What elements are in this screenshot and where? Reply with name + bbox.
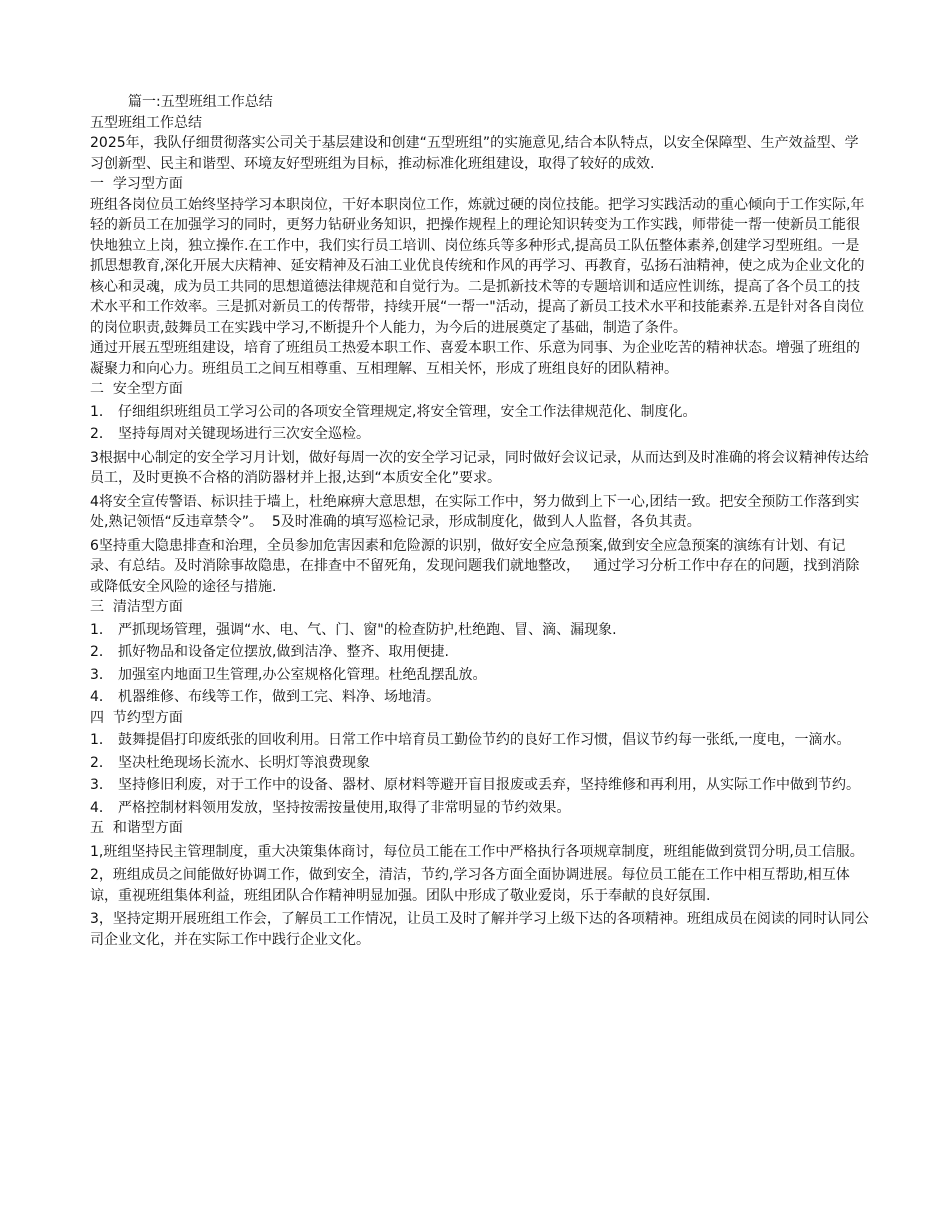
item-number: 1． [90, 732, 113, 748]
item-number: 1． [90, 403, 113, 420]
item-number: 3． [90, 666, 113, 683]
economy-item-3 [90, 775, 870, 796]
safety-item-2 [90, 424, 870, 445]
item-text: 严抓现场管理，强调“水、电、气、门、窗"的检查防护,杜绝跑、冒、滴、漏现象. [118, 621, 617, 638]
item-number: 2． [90, 644, 113, 660]
safety-paragraph-6: 6坚持重大隐患排查和治理，全员参加危害因素和危险源的识别，做好安全应急预案,做到安全应急预案的演练有计划、有记录、有总结。及时消除事故隐患，在排查中不留死角，发现问题我们就地整改， 通过学习分析工作中存在的问题，找到消除或降低安全风险的途径与措施. [90, 537, 860, 595]
item-text: 坚持每周对关键现场进行三次安全巡检。 [118, 426, 370, 442]
harmony-paragraph-1: 1,班组坚持民主管理制度，重大决策集体商讨，每位员工能在工作中严格执行各项规章制度，班组能做到赏罚分明,员工信服。 [90, 843, 864, 860]
section-heading-learning: 一 学习型方面 [90, 176, 183, 192]
economy-item-1 [90, 730, 870, 751]
harmony-paragraph-3: 3，坚持定期开展班组工作会，了解员工工作情况，让员工及时了解并学习上级下达的各项精神。班组成员在阅读的同时认同公司企业文化，并在实际工作中践行企业文化。 [90, 911, 869, 948]
economy-item-2 [90, 753, 870, 774]
item-text: 抓好物品和设备定位摆放,做到洁净、整齐、取用便捷. [118, 644, 449, 660]
item-number: 4． [90, 689, 113, 705]
item-text: 坚决杜绝现场长流水、长明灯等浪费现象 [118, 754, 370, 771]
section-heading-cleanliness: 三 清洁型方面 [90, 599, 183, 615]
item-text: 机器维修、布线等工作，做到工完、料净、场地清。 [118, 689, 440, 705]
item-text: 鼓舞提倡打印废纸张的回收利用。日常工作中培育员工勤俭节约的良好工作习惯，倡议节约每一张纸,一度电，一滴水。 [118, 732, 851, 748]
item-text: 仔细组织班组员工学习公司的各项安全管理规定,将安全管理，安全工作法律规范化、制度化。 [118, 403, 697, 420]
item-number: 2． [90, 426, 113, 442]
cleanliness-item-1 [90, 620, 870, 641]
document-subtitle: 五型班组工作总结 [90, 114, 202, 131]
cleanliness-item-2 [90, 642, 870, 663]
intro-paragraph: 2025年，我队仔细贯彻落实公司关于基层建设和创建“五型班组”的实施意见,结合本队特点，以安全保障型、生产效益型、学习创新型、民主和谐型、环境友好型班组为目标，推动标准化班组建设，取得了较好的成效. [90, 135, 859, 172]
learning-paragraph-1: 班组各岗位员工始终坚持学习本职岗位，干好本职岗位工作，炼就过硬的岗位技能。把学习实践活动的重心倾向于工作实际,年轻的新员工在加强学习的同时，更努力钻研业务知识，把操作规程上的理论知识转变为工作实践，师带徒一帮一使新员工能很快地独立上岗，独立操作.在工作中，我们实行员工培训、岗位练兵等多种形式,提高员工队伍整体素养,创建学习型班组。一是抓思想教育,深化开展大庆精神、延安精神及石油工业优良传统和作风的再学习、再教育，弘扬石油精神，使之成为企业文化的核心和灵魂，成为员工共同的思想道德法律规范和自觉行为。二是抓新技术等的专题培训和适应性训练，提高了各个员工的技术水平和工作效率。三是抓对新员工的传帮带，持续开展“一帮一"活动，提高了新员工技术水平和技能素养.五是针对各自岗位的岗位职责,鼓舞员工在实践中学习,不断提升个人能力，为今后的进展奠定了基础，制造了条件。 [90, 196, 865, 336]
item-number: 4． [90, 799, 113, 816]
section-heading-economy: 四 节约型方面 [90, 709, 183, 726]
safety-paragraph-3: 3根据中心制定的安全学习月计划，做好每周一次的安全学习记录，同时做好会议记录，从而达到及时准确的将会议精神传达给员工，及时更换不合格的消防器材并上报,达到“本质安全化”要求。 [90, 449, 869, 486]
item-text: 加强室内地面卫生管理,办公室规格化管理。杜绝乱摆乱放。 [118, 666, 487, 683]
harmony-paragraph-2: 2，班组成员之间能做好协调工作，做到安全，清洁，节约,学习各方面全面协调进展。每位员工能在工作中相互帮助,相互体谅，重视班组集体利益，班组团队合作精神明显加强。团队中形成了敬业爱岗，乐于奉献的良好氛围. [90, 867, 850, 904]
item-number: 3． [90, 777, 113, 793]
document-page [90, 92, 870, 950]
economy-item-4 [90, 798, 870, 819]
item-text: 坚持修旧利废，对于工作中的设备、器材、原材料等避开盲目报废或丢弃，坚持维修和再利用，从实际工作中做到节约。 [118, 777, 860, 793]
cleanliness-item-3 [90, 665, 870, 686]
cleanliness-item-4 [90, 687, 870, 708]
safety-paragraph-4: 4将安全宣传警语、标识挂于墙上，杜绝麻痹大意思想，在实际工作中，努力做到上下一心,团结一致。把安全预防工作落到实处,熟记领悟“反违章禁令”。 5及时准确的填写巡检记录，形成制度化，做到人人监督，各负其责。 [90, 493, 860, 530]
section-heading-safety: 二 安全型方面 [90, 381, 183, 397]
safety-item-1 [90, 402, 870, 423]
section-heading-harmony: 五 和谐型方面 [90, 820, 183, 836]
item-number: 1． [90, 621, 113, 638]
learning-paragraph-2: 通过开展五型班组建设，培育了班组员工热爱本职工作、喜爱本职工作、乐意为同事、为企业吃苦的精神状态。增强了班组的凝聚力和向心力。班组员工之间互相尊重、互相理解、互相关怀，形成了班组良好的团队精神。 [90, 340, 860, 377]
document-title: 篇一:五型班组工作总结 [128, 94, 273, 110]
item-text: 严格控制材料领用发放，坚持按需按量使用,取得了非常明显的节约效果。 [118, 799, 571, 816]
item-number: 2． [90, 754, 113, 771]
